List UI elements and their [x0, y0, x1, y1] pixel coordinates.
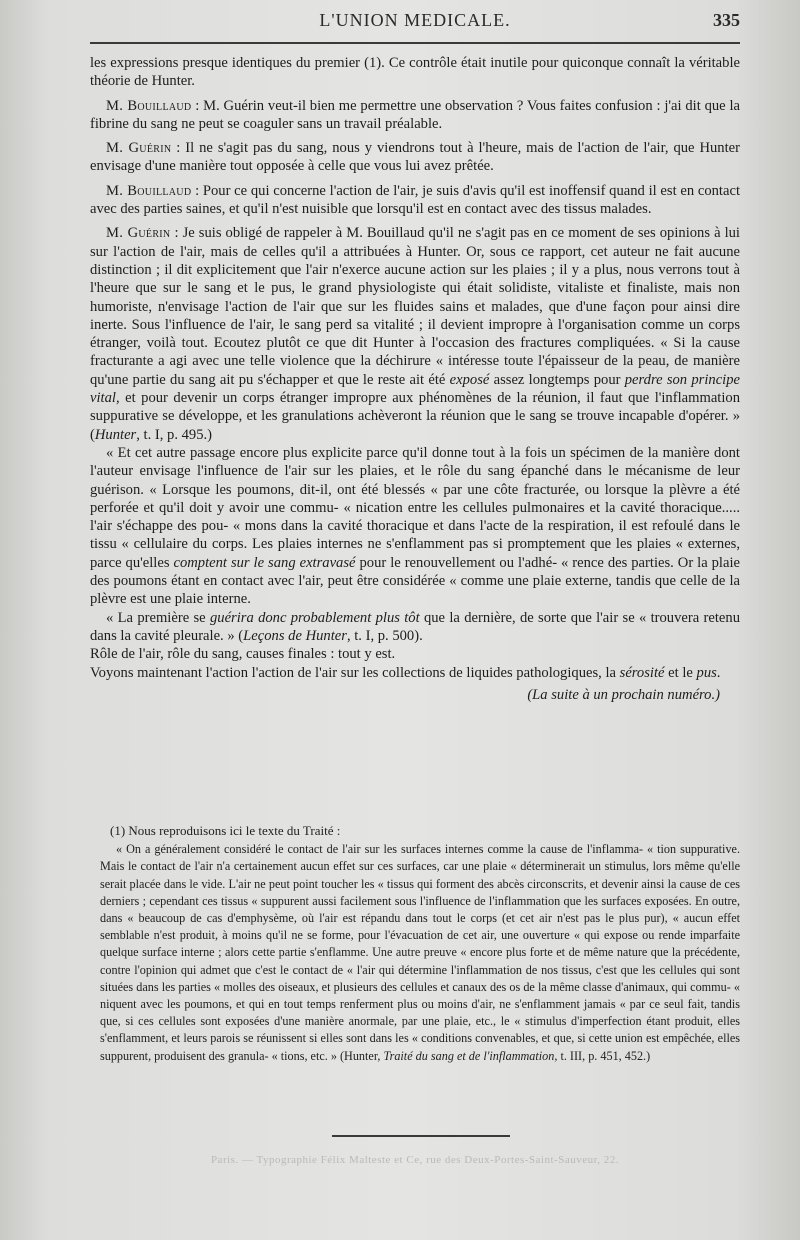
paragraph-text: Voyons maintenant l'action l'action de l'air sur les collections de liquides pathologiques, la [90, 664, 620, 681]
header-rule [90, 42, 740, 44]
paragraph-guerin-2 [90, 224, 740, 444]
paragraph-text: . [716, 664, 721, 681]
footnote [100, 822, 740, 1065]
main-text-column [90, 54, 740, 704]
end-rule [332, 1135, 510, 1137]
paragraph-summary: Rôle de l'air, rôle du sang, causes finales : tout y est. [90, 646, 396, 663]
page-header [90, 6, 740, 32]
paragraph-quote-pleura [90, 609, 740, 646]
italic-term: guérira donc probablement plus tôt [209, 609, 420, 626]
italic-term: sérosité [619, 664, 665, 681]
paragraph-text: et le [664, 664, 697, 681]
footnote-body [100, 841, 740, 1065]
paragraph-quote-lungs [90, 444, 740, 609]
paragraph-text: pour le renouvellement ou l'adhé- « rence des parties. Or la plaie des poumons étant en contact avec l'air, peut être considérée « comme une plaie externe, tandis que celle de la plèvre est une plaie interne. [90, 554, 740, 608]
paragraph-text: : Il ne s'agit pas du sang, nous y viendrons tout à l'heure, mais de l'action de l'air, que Hunter envisage d'une manière tout opposée à celle que vous lui avez prêtée. [90, 140, 740, 175]
italic-term: exposé [449, 371, 490, 388]
speaker-name: M. Bouillaud [106, 97, 192, 114]
paragraph-bouillaud-2 [90, 182, 740, 219]
speaker-name: M. Guérin [106, 140, 172, 157]
paragraph-intro: les expressions presque identiques du premier (1). Ce contrôle était inutile pour quiconque connaît la véritable théorie de Hunter. [90, 55, 740, 90]
paragraph-text: : Je suis obligé de rappeler à M. Bouillaud qu'il ne s'agit pas en ce moment de ses opinions à lui sur l'action de l'air, mais de celles qu'il a attribuées à Hunter. Or, sous ce rapport, cet auteur ne fait aucune distinction ; il dit explicitement que l'air n'exerce aucune action sur les plaies ; il y a plus, nous verrons tout à l'heure que sur le sang et le pus, le grand physiologiste qui était solidiste, vitaliste et finaliste, mais non humoriste, n'envisage l'action de l'air que sur les fluides sains et malades, que d'une façon pour ainsi dire inerte. Sous l'influence de l'air, le sang perd sa vitalité ; il devient impropre à l'organisation comme un corps étranger, voilà tout. Ecoutez plutôt ce que dit Hunter à l'occasion des fractures compliquées. « Si la cause fracturante a agi avec une telle violence que la déchirure « intéresse toute l'épaisseur de la peau, de manière qu'une partie du sang ait pu s'échapper et que le reste ait été [90, 225, 740, 388]
paragraph-text: : Pour ce qui concerne l'action de l'air, je suis d'avis qu'il est inoffensif quand il est en contact avec des parties saines, et qu'il n'est nuisible que lorsqu'il est en contact avec des tissus malades. [90, 182, 740, 218]
footnote-cited-title: Traité du sang et de l'inflammation [383, 1048, 555, 1063]
paragraph-transition [90, 664, 740, 682]
speaker-name: M. Bouillaud [106, 182, 192, 199]
running-title: L'UNION MEDICALE. [319, 10, 511, 30]
speaker-name: M. Guérin [106, 225, 171, 242]
paragraph-text: « La première se [106, 609, 210, 626]
printer-imprint: Paris. — Typographie Félix Malteste et Ce, rue des Deux-Portes-Saint-Sauveur, 22. [210, 1154, 620, 1166]
paragraph-text: , t. I, p. 500). [346, 627, 423, 644]
italic-term: perdre son principe vital [90, 371, 740, 407]
paragraph-bouillaud-1 [90, 97, 740, 134]
footnote-text: « On a généralement considéré le contact de l'air sur les surfaces internes comme la cause de l'inflamma- « tion suppurative. Mais le contact de l'air n'a certainement aucun effet sur ces surfaces, car une plaie « déterminerait un stimulus, lors même qu'elle serait placée dans le vide. L'air ne peut point toucher les « tissus qui forment des abcès circonscrits, et devenir ainsi la cause de ces derniers ; cependant ces tissus « suppurent aussi facilement sous l'influence de l'inflammation que les surfaces exposées. En outre, dans « beaucoup de cas d'emphysème, où l'air est répandu dans tout le corps (et cet air n'est pas le plus pur), « aucun effet semblable n'est produit, à moins qu'il ne se forme, pour l'évacuation de cet air, une ouverture « qui expose ou rende imparfaite quelque surface interne ; alors cette partie s'enflamme. Une autre preuve « encore plus forte et de même nature que la précédente, contre l'opinion qui admet que c'est le contact de « l'air qui détermine l'inflammation de nos tissus, c'est que les cellules qui sont situées dans les parties « molles des oiseaux, et plusieurs des cellules et canaux des os de la même classe d'animaux, qui commu- « niquent avec les poumons, et qui en tout temps renferment plus ou moins d'air, ne s'enflamment jamais « par ce seul fait, tandis que, si ces cellules sont exposées d'une manière anormale, par une plaie, etc., le « stimulus d'imperfection étant produit, elles s'enflamment, et leurs parois se réunissent si elles sont dans les « conditions convenables, et que, si cette union est empêchée, elles suppurent, produisent des granula- « tions, etc. » (Hunter, [100, 842, 740, 1063]
citation-title: Leçons de Hunter [243, 627, 347, 644]
citation-author: Hunter [94, 426, 137, 443]
continuation-note: (La suite à un prochain numéro.) [527, 686, 720, 703]
footnote-text: , t. III, p. 451, 452.) [554, 1048, 651, 1063]
paragraph-guerin-1 [90, 139, 740, 176]
paragraph-text: , et pour devenir un corps étranger impropre aux phénomènes de la réunion, il faut que l'inflammation suppurative se développe, et les granulations achèveront la réunion que le sang se trouve incapable d'opérer. » ( [90, 390, 740, 443]
paragraph-text: , t. I, p. 495.) [136, 426, 213, 443]
paragraph-text: assez longtemps pour [489, 371, 625, 388]
paragraph-text: : M. Guérin veut-il bien me permettre une observation ? Vous faites confusion : j'ai dit que la fibrine du sang ne peut se coaguler sans un travail préalable. [90, 97, 741, 132]
paragraph-text: « Et cet autre passage encore plus explicite parce qu'il donne tout à la fois un spécimen de la manière dont l'auteur envisage l'influence de l'air sur les plaies, et le rôle du sang épanché dans le mécanisme de leur guérison. « Lorsque les poumons, dit-il, ont été blessés « par une côte fracturée, ou lorsque la plèvre a été perforée et qu'il doit y avoir une commu- « nication entre les cellules pulmonaires et la cavité thoracique..... l'air s'échappe des pou- « mons dans la cavité thoracique et dans l'acte de la respiration, il est refoulé dans le tissu « cellulaire du corps. Les plaies internes ne s'enflamment pas si promptement que les plaies « externes, parce qu'elles [90, 444, 740, 571]
italic-term: comptent sur le sang extravasé [173, 554, 356, 571]
italic-term: pus [696, 664, 717, 681]
footnote-intro: (1) Nous reproduisons ici le texte du Traité : [110, 823, 341, 838]
paragraph-text: que la dernière, de sorte que l'air se « trouvera retenu dans la cavité pleurale. » ( [90, 609, 740, 644]
page-number: 335 [713, 10, 740, 30]
